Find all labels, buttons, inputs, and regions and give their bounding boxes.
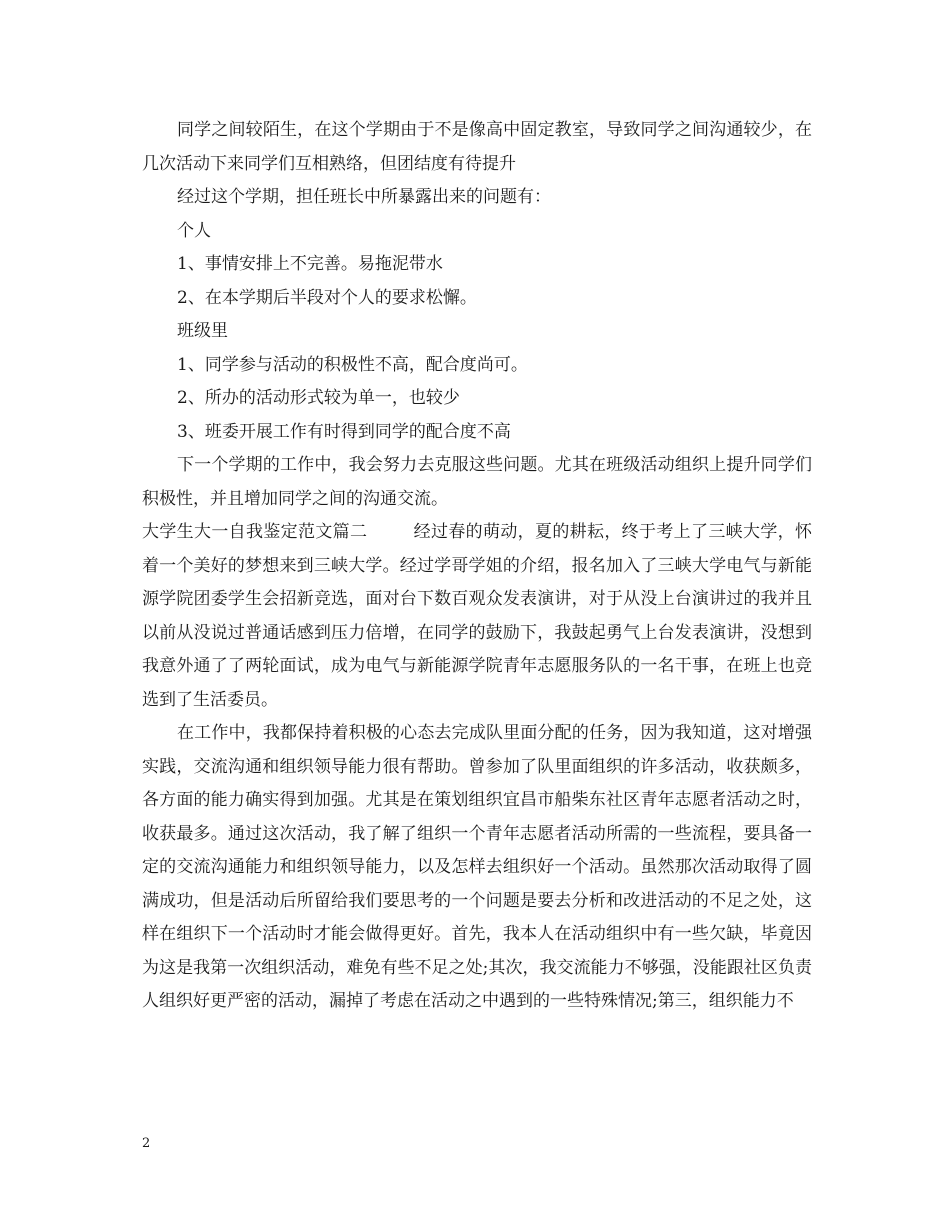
subheading-personal: 个人 — [177, 220, 211, 241]
section-heading: 大学生大一自我鉴定范文篇二 — [142, 522, 368, 542]
paragraph: 在工作中，我都保持着积极的心态去完成队里面分配的任务，因为我知道，这对增强实践，交流沟通和组织领导能力很有帮助。曾参加了队里面组织的许多活动，收获颇多，各方面的能力确实得到加强。尤其是在策划组织宜昌市船柴东社区青年志愿者活动之时，收获最多。通过这次活动，我了解了组织一个青年志愿者活动所需的一些流程，要具备一定的交流沟通能力和组织领导能力，以及怎样去组织好一个活动。虽然那次活动取得了圆满成功，但是活动后所留给我们要思考的一个问题是要去分析和改进活动的不足之处，这样在组织下一个活动时才能会做得更好。首先，我本人在活动组织中有一些欠缺，毕竟因为这是我第一次组织活动，难免有些不足之处;其次，我交流能力不够强，没能跟社区负责人组织好更严密的活动，漏掉了考虑在活动之中遇到的一些特殊情况;第三，组织能力不 — [142, 723, 812, 1011]
list-item: 1、事情安排上不完善。易拖泥带水 — [177, 254, 443, 274]
paragraph: 同学之间较陌生，在这个学期由于不是像高中固定教室，导致同学之间沟通较少，在几次活动下来同学们互相熟络，但团结度有待提升 — [142, 120, 812, 174]
paragraph: 下一个学期的工作中，我会努力去克服这些问题。尤其在班级活动组织上提升同学们积极性，并且增加同学之间的沟通交流。 — [142, 455, 812, 509]
document-body — [142, 114, 812, 1019]
list-item: 2、在本学期后半段对个人的要求松懈。 — [177, 287, 477, 308]
page-number: 2 — [142, 1136, 151, 1151]
section-body: 经过春的萌动，夏的耕耘，终于考上了三峡大学，怀着一个美好的梦想来到三峡大学。经过学哥学姐的介绍，报名加入了三峡大学电气与新能源学院团委学生会招新竞选，面对台下数百观众发表演讲，对于从没上台演讲过的我并且以前从没说过普通话感到压力倍增，在同学的鼓励下，我鼓起勇气上台发表演讲，没想到我意外通了了两轮面试，成为电气与新能源学院青年志愿服务队的一名干事，在班上也竞选到了生活委员。 — [142, 522, 813, 710]
section-paragraph — [142, 516, 812, 717]
paragraph: 经过这个学期，担任班长中所暴露出来的问题有： — [177, 187, 551, 207]
list-item: 1、同学参与活动的积极性不高，配合度尚可。 — [177, 354, 528, 375]
subheading-class: 班级里 — [177, 321, 228, 341]
list-item: 3、班委开展工作有时得到同学的配合度不高 — [177, 421, 511, 442]
list-item: 2、所办的活动形式较为单一，也较少 — [177, 388, 460, 408]
